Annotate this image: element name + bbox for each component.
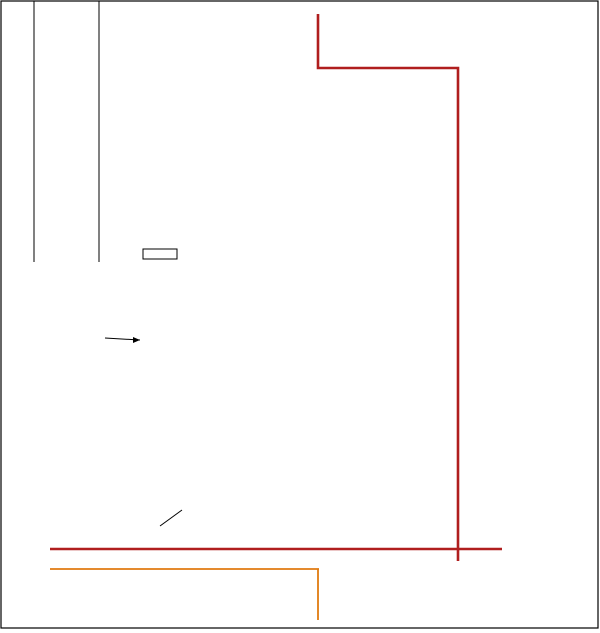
mac-arrow-head (133, 337, 140, 343)
lizfm-arrow (160, 510, 182, 526)
fuel-arrow-box (143, 249, 177, 259)
solution-lines (50, 14, 502, 620)
compartment-table (1, 1, 598, 628)
cg-envelope (105, 337, 182, 526)
red-trace-doi (318, 14, 458, 561)
table-frame (1, 1, 598, 628)
